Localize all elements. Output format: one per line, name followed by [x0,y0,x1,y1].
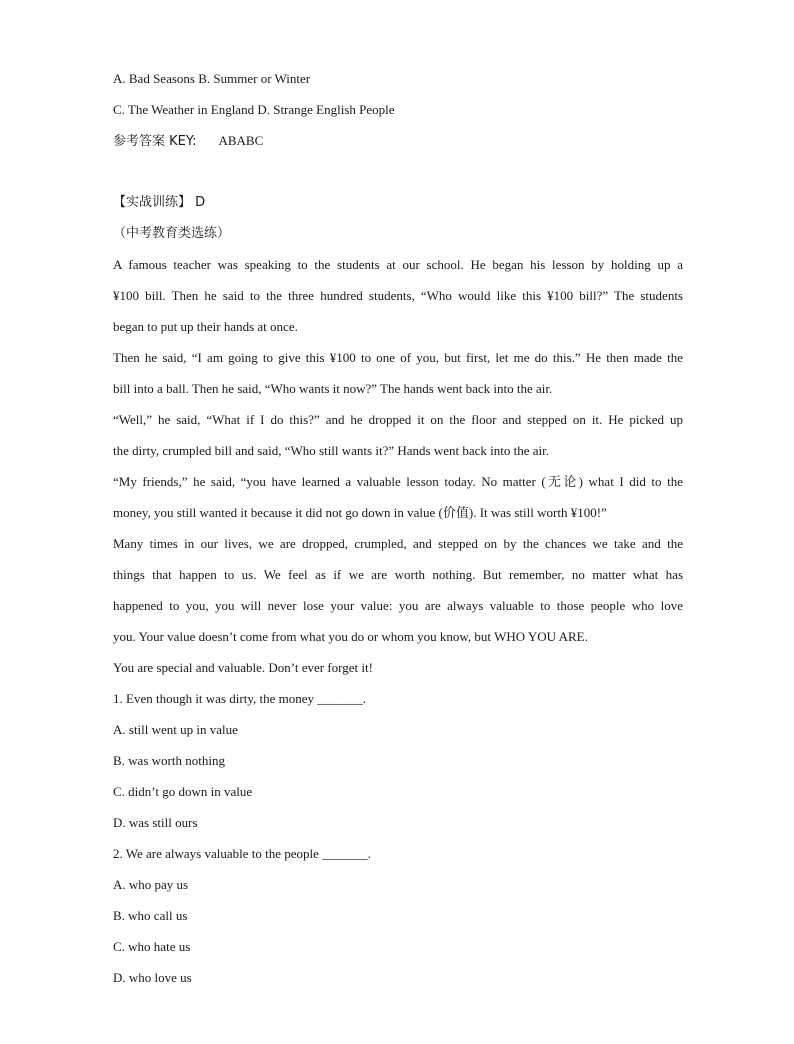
question-1-option-b: B. was worth nothing [113,753,225,768]
document-page [113,63,683,993]
section-source: （中考教育类选练） [113,226,231,241]
question-1-stem: 1. Even though it was dirty, the money _______. [113,691,366,706]
question-2-option-a: A. who pay us [113,877,189,892]
passage-line-10: Many times in our lives, we are dropped, crumpled, and stepped on by the chances we take and the [113,536,683,551]
passage-line-12: happened to you, you will never lose your value: you are always valuable to those people who love [113,598,683,613]
passage-line-1: A famous teacher was speaking to the students at our school. He began his lesson by holding up a [113,257,683,272]
passage-line-5: bill into a ball. Then he said, “Who wants it now?” The hands went back into the air. [113,381,553,396]
answer-key-label: 参考答案 KEY: [113,134,197,149]
answer-key-value: ABABC [218,133,264,148]
passage-line-14: You are special and valuable. Don’t ever forget it! [113,660,373,675]
passage-line-6: “Well,” he said, “What if I do this?” and he dropped it on the floor and stepped on it. He picked up [113,412,683,427]
prev-options-line-2: C. The Weather in England D. Strange English People [113,102,395,117]
passage-line-8: “My friends,” he said, “you have learned a valuable lesson today. No matter (无论) what I did to the [113,474,683,489]
question-1-option-a: A. still went up in value [113,722,238,737]
question-1-option-d: D. was still ours [113,815,198,830]
spacer [113,156,683,187]
passage-line-9: money, you still wanted it because it did not go down in value (价值). It was still worth ¥100!” [113,505,607,520]
passage-line-3: began to put up their hands at once. [113,319,298,334]
question-1-option-c: C. didn’t go down in value [113,784,253,799]
passage-line-7: the dirty, crumpled bill and said, “Who still wants it?” Hands went back into the air. [113,443,549,458]
passage-line-11: things that happen to us. We feel as if we are worth nothing. But remember, no matter what has [113,567,683,582]
section-title: 【实战训练】 D [113,195,206,210]
passage-line-2: ¥100 bill. Then he said to the three hundred students, “Who would like this ¥100 bill?” The students [113,288,683,303]
question-2-option-c: C. who hate us [113,939,191,954]
question-2-option-d: D. who love us [113,970,192,985]
passage-line-4: Then he said, “I am going to give this ¥100 to one of you, but first, let me do this.” He then made the [113,350,683,365]
question-2-option-b: B. who call us [113,908,188,923]
prev-options-line-1: A. Bad Seasons B. Summer or Winter [113,71,311,86]
passage-line-13: you. Your value doesn’t come from what you do or whom you know, but WHO YOU ARE. [113,629,588,644]
question-2-stem: 2. We are always valuable to the people _______. [113,846,371,861]
answer-key [113,125,683,156]
